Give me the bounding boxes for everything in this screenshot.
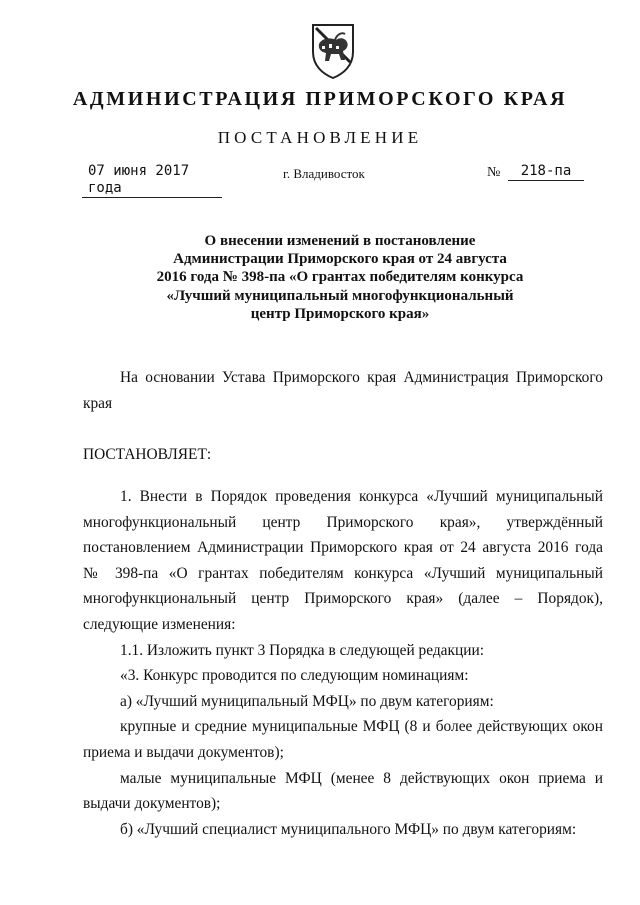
item-1-line: постановлением Администрации Приморского края от 24 августа 2016 года <box>83 539 603 557</box>
document-subject <box>120 232 560 323</box>
subject-line: центр Приморского края» <box>250 305 430 322</box>
nomination-a-paragraph: а) «Лучший муниципальный МФЦ» по двум категориям: <box>120 692 494 710</box>
decree-word: ПОСТАНОВЛЯЕТ: <box>83 446 212 463</box>
category-small-line: малые муниципальные МФЦ (менее 8 действующих окон приема и <box>120 769 603 787</box>
item-1-line: 1. Внести в Порядок проведения конкурса «Лучший муниципальный <box>120 488 603 505</box>
document-number: 218-па <box>508 163 584 181</box>
subject-line: Администрации Приморского края от 24 августа <box>173 251 507 268</box>
document-city: г. Владивосток <box>283 166 365 181</box>
primorsky-krai-coat-of-arms-icon <box>310 22 356 80</box>
item-1-1-paragraph: 1.1. Изложить пункт 3 Порядка в следующей редакции: <box>120 641 484 659</box>
item-1-line: многофункциональный центр Приморского края», утверждённый <box>83 513 603 531</box>
item-1-line: № 398-па «О грантах победителям конкурса «Лучший муниципальный <box>83 564 603 582</box>
category-small-line: выдачи документов); <box>83 795 221 813</box>
document-type: ПОСТАНОВЛЕНИЕ <box>217 128 423 147</box>
point-3-paragraph: «3. Конкурс проводится по следующим номинациям: <box>120 667 469 685</box>
nomination-b-paragraph: б) «Лучший специалист муниципального МФЦ» по двум категориям: <box>120 820 577 838</box>
organization-title: АДМИНИСТРАЦИЯ ПРИМОРСКОГО КРАЯ <box>72 88 568 110</box>
coat-of-arms-emblem <box>310 22 356 80</box>
preamble-line: края <box>83 394 113 412</box>
preamble-line: На основании Устава Приморского края Администрация Приморского <box>120 369 603 386</box>
item-1-line: следующие изменения: <box>83 615 236 633</box>
preamble-paragraph <box>83 365 603 416</box>
category-large-line: приема и выдачи документов); <box>83 743 284 761</box>
item-1-paragraph <box>83 484 603 842</box>
subject-line: О внесении изменений в постановление <box>204 233 476 249</box>
document-date: 07 июня 2017 года <box>82 163 222 198</box>
subject-line: «Лучший муниципальный многофункциональный <box>166 287 514 304</box>
category-large-line: крупные и средние муниципальные МФЦ (8 и более действующих окон <box>120 718 603 736</box>
item-1-line: многофункциональный центр Приморского края» (далее – Порядок), <box>83 590 603 608</box>
number-sign: № <box>487 165 501 180</box>
subject-line: 2016 года № 398-па «О грантах победителям конкурса <box>156 269 524 286</box>
